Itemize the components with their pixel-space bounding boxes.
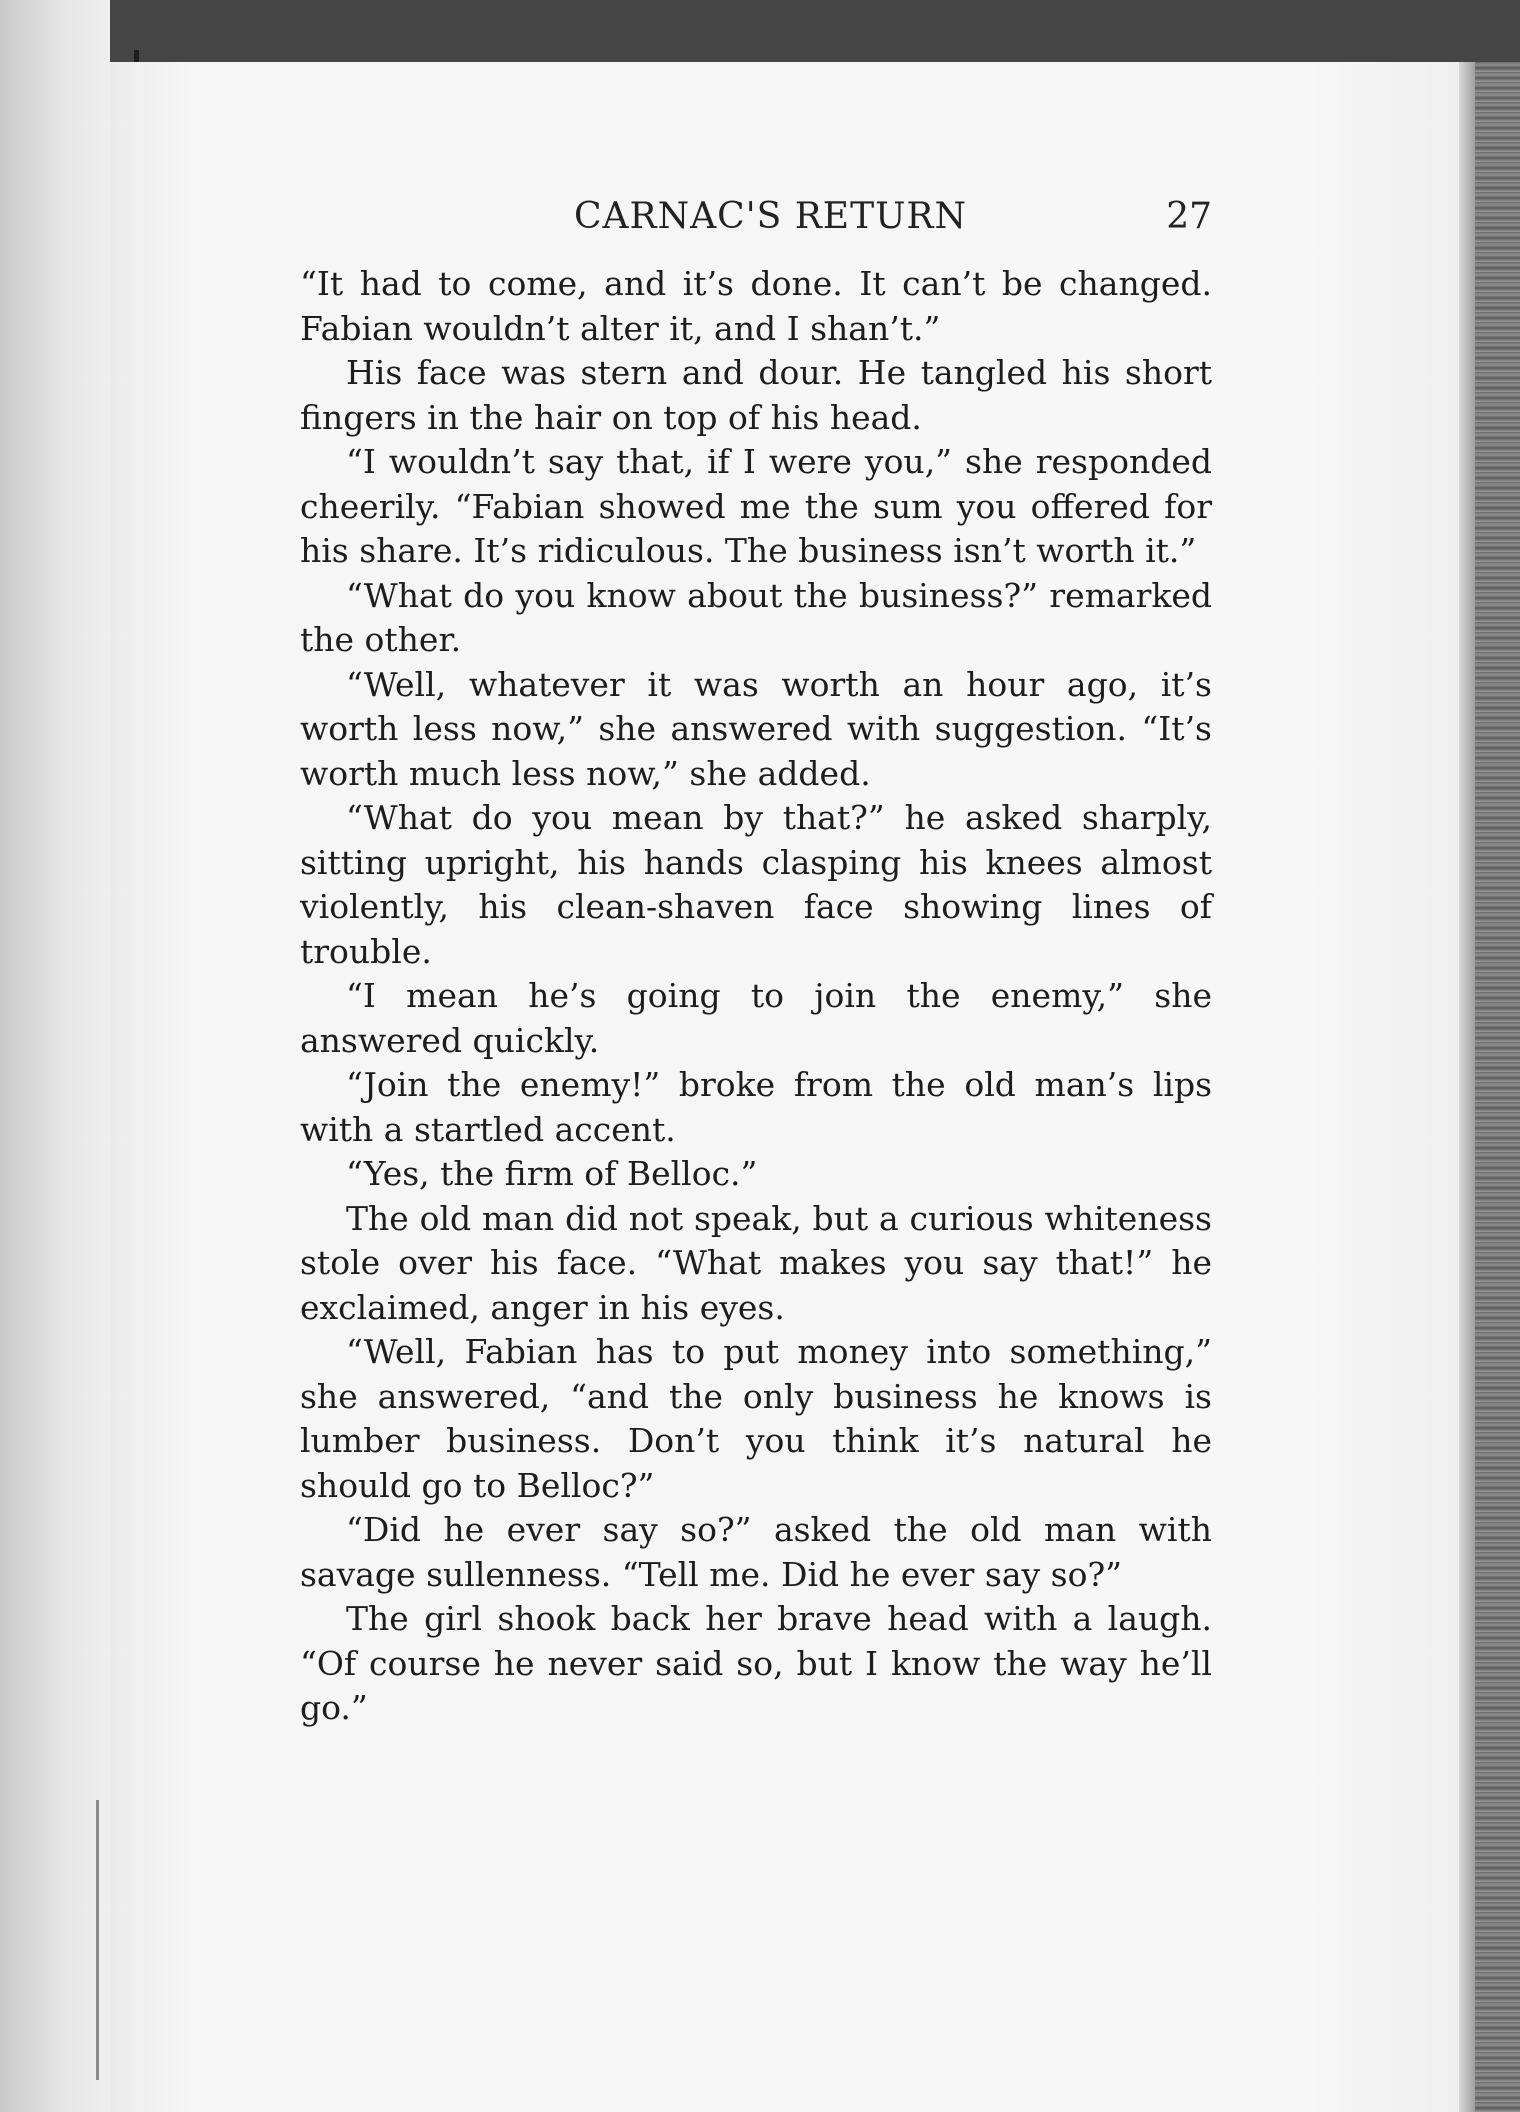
paragraph: “Join the enemy!” broke from the old man’s lips with a startled accent.: [300, 1065, 1212, 1149]
paragraph: “Yes, the firm of Belloc.”: [346, 1154, 758, 1193]
paragraph: “I wouldn’t say that, if I were you,” she responded cheerily. “Fabian showed me the sum you offered for his share. It’s ridiculous. The business isn’t worth it.”: [300, 442, 1212, 570]
running-head: CARNAC'S RETURN: [574, 196, 968, 237]
paragraph: The girl shook back her brave head with a laugh. “Of course he never said so, but I know the way he’ll go.”: [300, 1599, 1212, 1727]
body-text: [300, 262, 1212, 1731]
previous-page-edge: [0, 0, 110, 2112]
paragraph: “Well, Fabian has to put money into something,” she answered, “and the only business he knows is lumber business. Don’t you think it’s natural he should go to Belloc?”: [300, 1332, 1212, 1505]
paragraph: “Did he ever say so?” asked the old man with savage sullenness. “Tell me. Did he ever say so?”: [300, 1510, 1212, 1594]
page-header: [300, 196, 1212, 256]
paragraph: The old man did not speak, but a curious whiteness stole over his face. “What makes you say that!” he exclaimed, anger in his eyes.: [300, 1198, 1212, 1327]
page-block-edge: [1475, 62, 1520, 2112]
paragraph: “What do you know about the business?” remarked the other.: [300, 575, 1212, 659]
paragraph: “I mean he’s going to join the enemy,” she answered quickly.: [300, 976, 1212, 1060]
gutter-shadow: [96, 1800, 99, 2080]
paragraph: “It had to come, and it’s done. It can’t be changed. Fabian wouldn’t alter it, and I shan’t.”: [300, 264, 1212, 348]
page-number: 27: [1166, 196, 1212, 237]
page-edge-shadow: [1459, 62, 1475, 2112]
paragraph: “Well, whatever it was worth an hour ago, it’s worth less now,” she answered with suggestion. “It’s worth much less now,” she added.: [300, 664, 1212, 793]
paragraph: His face was stern and dour. He tangled his short fingers in the hair on top of his head.: [300, 353, 1212, 437]
scanner-background: [0, 0, 1520, 62]
paragraph: “What do you mean by that?” he asked sharply, sitting upright, his hands clasping his knees almost violently, his clean-shaven face showing lines of trouble.: [300, 798, 1212, 971]
